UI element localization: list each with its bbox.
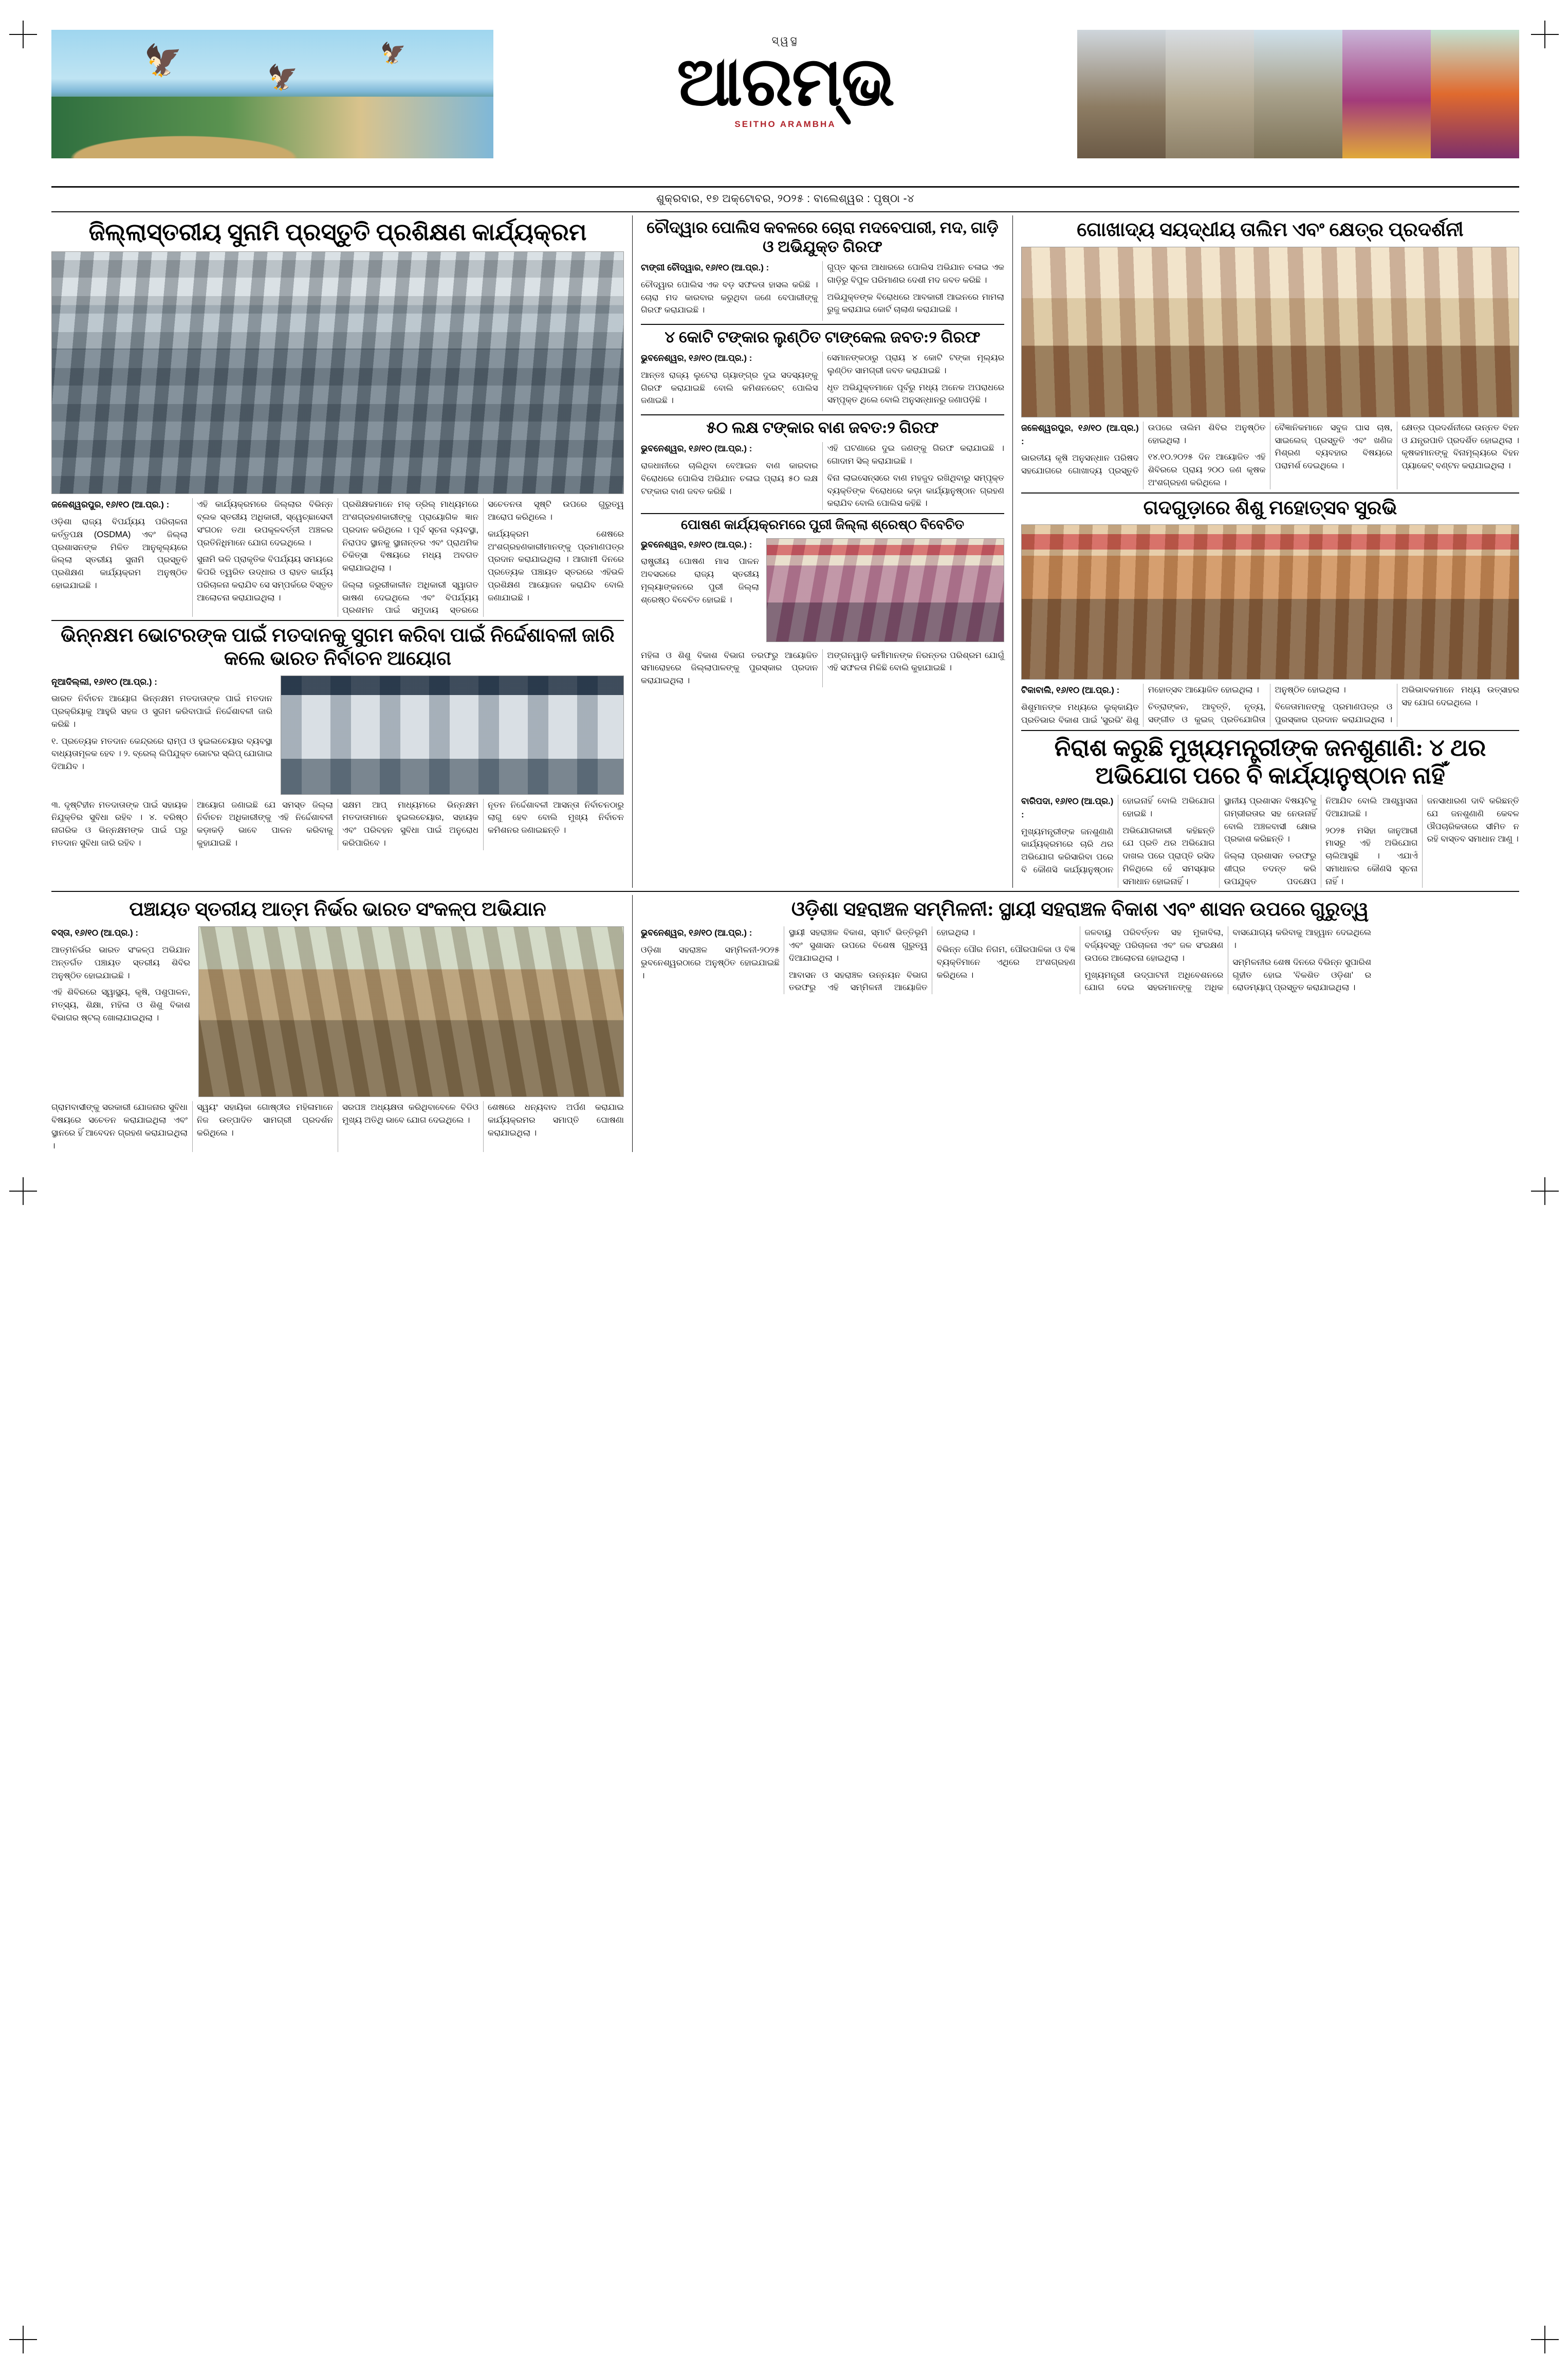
jagannath-temple-photo	[1166, 30, 1254, 158]
paragraph: ବିନା ଲାଇସେନ୍ସରେ ବାଣ ମହଜୁଦ ରଖିଥିବାରୁ ସମ୍ପୃକ୍ତ ବ୍ୟକ୍ତିଙ୍କ ବିରୋଧରେ କଡ଼ା କାର୍ଯ୍ୟାନୁଷ୍ଠାନ ଗ୍ରହଣ କରାଯିବ ବୋଲି ପୋଲିସ କହିଛି ।	[827, 473, 1004, 508]
divider	[641, 324, 1004, 325]
dateline: ବସ୍ତା, ୧୬/୧୦ (ଆ.ପ୍ର.) :	[51, 928, 138, 938]
paragraph: ଚୌଦ୍ୱାର ପୋଲିସ ଏକ ବଡ଼ ସଫଳତା ହାସଲ କରିଛି । ଚୋରା ମଦ କାରବାର କରୁଥିବା ଜଣେ ବେପାରୀଙ୍କୁ ଗିରଫ କରାଯାଇଛି ।	[641, 280, 818, 315]
paragraph: ଜିଲ୍ଲା ଜରୁରୀକାଳୀନ ଅଧିକାରୀ ସ୍ୱାଗତ ଭାଷଣ ଦେଇଥିଲେ ଏବଂ ବିପର୍ଯ୍ୟୟ ପ୍ରଶମନ ପାଇଁ ସମୁଦାୟ ସ୍ତରରେ ସଚେତନତା ସୃଷ୍ଟି ଉପରେ ଗୁରୁତ୍ୱ ଆରୋପ କରିଥିଲେ ।	[342, 500, 624, 615]
paragraph: ଆତ୍ମନିର୍ଭର ଭାରତ ସଂକଳ୍ପ ଅଭିଯାନ ଅନ୍ତର୍ଗତ ପଞ୍ଚାୟତ ସ୍ତରୀୟ ଶିବିର ଅନୁଷ୍ଠିତ ହୋଇଯାଇଛି ।	[51, 945, 190, 980]
award-ceremony-photo	[766, 538, 1004, 642]
dateline: ବାରିପଦା, ୧୬/୧୦ (ଆ.ପ୍ର.) :	[1021, 796, 1114, 819]
paragraph: ମହିଳା ଓ ଶିଶୁ ବିକାଶ ବିଭାଗ ତରଫରୁ ଆୟୋଜିତ ସମାରୋହରେ ଜିଲ୍ଲାପାଳଙ୍କୁ ପୁରସ୍କାର ପ୍ରଦାନ କରାଯାଇଥିଲା ।	[641, 650, 818, 686]
divider	[641, 513, 1004, 514]
nutrition-photo-wrap	[766, 538, 1004, 646]
dateline: ଜଳେଶ୍ୱରପୁର, ୧୬/୧୦ (ଆ.ପ୍ର.) :	[1021, 423, 1139, 446]
crop-mark-mid-left	[9, 1177, 37, 1205]
tsunami-article-body	[51, 498, 624, 617]
page-title-bhinnakhyama: ଭିନ୍ନକ୍ଷମ ଭୋଟରଙ୍କ ପାଇଁ ମତଦାନକୁ ସୁଗମ କରିବା ପାଇଁ ନିର୍ଦ୍ଦେଶାବଳୀ ଜାରି କଲେ ଭାରତ ନିର୍ବାଚନ ଆୟୋଗ	[61, 625, 615, 669]
paragraph: ବିଜେତାମାନଙ୍କୁ ପ୍ରମାଣପତ୍ର ଓ ପୁରସ୍କାର ପ୍ରଦାନ କରାଯାଇଥିଲା । ଅଭିଭାବକମାନେ ମଧ୍ୟ ଉତ୍ସାହର ସହ ଯୋଗ ଦେଇଥିଲେ ।	[1275, 685, 1519, 724]
page-title-nutrition: ପୋଷଣ କାର୍ଯ୍ୟକ୍ରମରେ ପୁରୀ ଜିଲ୍ଲା ଶ୍ରେଷ୍ଠ ବିବେଚିତ	[680, 517, 965, 533]
paragraph: ସ୍ୱୟଂ ସହାୟିକା ଗୋଷ୍ଠୀର ମହିଳାମାନେ ନିଜ ଉତ୍ପାଦିତ ସାମଗ୍ରୀ ପ୍ରଦର୍ଶନ କରିଥିଲେ ।	[197, 1103, 333, 1138]
photo-banner	[767, 545, 1004, 555]
paragraph: ସରପଞ୍ଚ ଅଧ୍ୟକ୍ଷତା କରିଥିବାବେଳେ ବିଡିଓ ମୁଖ୍ୟ ଅତିଥି ଭାବେ ଯୋଗ ଦେଇଥିଲେ ।	[342, 1103, 478, 1125]
bhinnakhyama-photo-wrap	[281, 675, 624, 799]
divider	[51, 211, 1519, 212]
dateline: ଭୁବନେଶ୍ୱର, ୧୬/୧୦ (ଆ.ପ୍ର.) :	[641, 539, 752, 550]
page-title-odisha-summit: ଓଡ଼ିଶା ସହରାଞ୍ଚଳ ସମ୍ମିଳନୀ: ସ୍ଥାୟୀ ସହରାଞ୍ଚଳ ବିକାଶ ଏବଂ ଶାସନ ଉପରେ ଗୁରୁତ୍ୱ	[791, 899, 1369, 921]
paragraph: ମୁଖ୍ୟମନ୍ତ୍ରୀ ଉଦ୍‌ଘାଟନୀ ଅଧିବେଶନରେ ଯୋଗ ଦେଇ ସହରମାନଙ୍କୁ ଅଧିକ ବାସଯୋଗ୍ୟ କରିବାକୁ ଆହ୍ୱାନ ଦେଇଥିଲେ ।	[1084, 928, 1372, 993]
paragraph: ଏହି କାର୍ଯ୍ୟକ୍ରମରେ ଜିଲ୍ଲାର ବିଭିନ୍ନ ବ୍ଲକ ସ୍ତରୀୟ ଅଧିକାରୀ, ସ୍ୱେଚ୍ଛାସେବୀ ସଂଗଠନ ତଥା ଉପକୂଳବର୍ତ୍ତୀ ଅଞ୍ଚଳର ପ୍ରତିନିଧିମାନେ ଯୋଗ ଦେଇଥିଲେ ।	[197, 500, 333, 547]
paragraph: ରାଷ୍ଟ୍ରୀୟ ପୋଷଣ ମାସ ପାଳନ ଅବସରରେ ରାଜ୍ୟ ସ୍ତରୀୟ ମୂଲ୍ୟାଙ୍କନରେ ପୁରୀ ଜିଲ୍ଲା ଶ୍ରେଷ୍ଠ ବିବେଚିତ ହୋଇଛି ।	[641, 557, 759, 605]
page-title-gold: ୪ କୋଟି ଟଙ୍କାର ଲୁଣ୍ଠିତ ଟାଙ୍କେଲ ଜବତ:୨ ଗିରଫ	[665, 327, 981, 346]
page-sheet	[51, 30, 1519, 2343]
paragraph: ସକ୍ଷମ ଆପ୍ ମାଧ୍ୟମରେ ଭିନ୍ନକ୍ଷମ ମତଦାତାମାନେ ହୁଇଲଚେୟାର, ସହାୟକ ଏବଂ ପରିବହନ ସୁବିଧା ପାଇଁ ଅନୁରୋଧ କରିପାରିବେ ।	[342, 800, 478, 848]
crop-mark-top-right	[1531, 21, 1559, 48]
paragraph: ଶେଷରେ ଧନ୍ୟବାଦ ଅର୍ପଣ କରାଯାଇ କାର୍ଯ୍ୟକ୍ରମର ସମାପ୍ତି ଘୋଷଣା କରାଯାଇଥିଲା ।	[488, 1103, 624, 1138]
nutrition-text-left	[641, 538, 759, 646]
paragraph: ନୂତନ ନିର୍ଦ୍ଦେଶାବଳୀ ଆସନ୍ତା ନିର୍ବାଚନଠାରୁ ଲାଗୁ ହେବ ବୋଲି ମୁଖ୍ୟ ନିର୍ବାଚନ କମିଶନର ଜଣାଇଛନ୍ତି ।	[488, 800, 624, 835]
panchayat-lead	[51, 926, 624, 1101]
dateline: ଭୁବନେଶ୍ୱର, ୧୬/୧୦ (ଆ.ପ୍ର.) :	[641, 928, 752, 938]
paragraph: ଆୟୋଗ ଜଣାଇଛି ଯେ ସମସ୍ତ ଜିଲ୍ଲା ନିର୍ବାଚନ ଅଧିକାରୀଙ୍କୁ ଏହି ନିର୍ଦ୍ଦେଶାବଳୀ କଡ଼ାକଡ଼ି ଭାବେ ପାଳନ କରିବାକୁ କୁହାଯାଇଛି ।	[197, 800, 333, 848]
paragraph: ଏହି ଘଟଣାରେ ଦୁଇ ଜଣଙ୍କୁ ଗିରଫ କରାଯାଇଛି । ଗୋଦାମ ସିଲ୍ କରାଯାଇଛି ।	[827, 444, 1004, 466]
surabhi-article-body	[1021, 684, 1519, 726]
page-title-police: ଚୌଦ୍ୱାର ପୋଲିସ କବଳରେ ଚୋରା ମଦବେପାରୀ, ମଦ, ଗାଡ଼ି ଓ ଅଭିଯୁକ୍ତ ଗିରଫ	[647, 218, 999, 255]
dateline: ଜଳେଶ୍ୱରପୁର, ୧୬/୧୦ (ଆ.ପ୍ର.) :	[51, 500, 170, 510]
crop-mark-bottom-right	[1531, 2326, 1559, 2353]
summit-column	[632, 895, 1519, 1152]
gold-article-body	[641, 352, 1004, 411]
paragraph: ଏହି ଶିବିରରେ ସ୍ୱାସ୍ଥ୍ୟ, କୃଷି, ପଶୁପାଳନ, ମତ୍ସ୍ୟ, ଶିକ୍ଷା, ମହିଳା ଓ ଶିଶୁ ବିକାଶ ବିଭାଗର ଷ୍ଟଲ୍ ଖୋଲାଯାଇଥିଲା ।	[51, 988, 190, 1022]
dateline: ଟାଙ୍ଗୀ ଚୌଦ୍ୱାର, ୧୬/୧୦ (ଆ.ପ୍ର.) :	[641, 263, 769, 273]
paragraph: ଭାରତ ନିର୍ବାଚନ ଆୟୋଗ ଭିନ୍ନକ୍ଷମ ମତଦାତାଙ୍କ ପାଇଁ ମତଦାନ ପ୍ରକ୍ରିୟାକୁ ଆହୁରି ସହଜ ଓ ସୁଗମ କରିବାପାଇଁ ନିର୍ଦ୍ଦେଶାବଳୀ ଜାରି କରିଛି ।	[51, 694, 272, 729]
coastline-shape	[51, 97, 493, 158]
paragraph: ୨୦୨୫ ମସିହା ଜାନୁଆରୀ ମାସରୁ ଏହି ଅଭିଯୋଗ ଚାଲିଆସୁଛି । ଏଯାଏଁ ସମାଧାନର କୌଣସି ସୂଚନା ନାହିଁ ।	[1325, 826, 1418, 886]
page-title-mukhyamantri: ନିରାଶ କରୁଛି ମୁଖ୍ୟମନ୍ତ୍ରୀଙ୍କ ଜନଶୁଣାଣି: ୪ ଥର ଅଭିଯୋଗ ପରେ ବି କାର୍ଯ୍ୟାନୁଷ୍ଠାନ ନାହିଁ	[1054, 734, 1486, 789]
village-meeting-photo	[198, 926, 624, 1097]
paragraph: ଚିତ୍ରାଙ୍କନ, ଆବୃତ୍ତି, ନୃତ୍ୟ, ସଙ୍ଗୀତ ଓ କୁଇଜ୍ ପ୍ରତିଯୋଗିତା ଅନୁଷ୍ଠିତ ହୋଇଥିଲା ।	[1148, 685, 1346, 724]
photo-banner	[1022, 534, 1519, 550]
paragraph: ଜିଲ୍ଲା ପ୍ରଶାସନ ତରଫରୁ ଶୀଘ୍ର ତଦନ୍ତ କରି ଉପଯୁକ୍ତ ପଦକ୍ଷେପ ନିଆଯିବ ବୋଲି ଆଶ୍ୱାସନା ଦିଆଯାଇଛି ।	[1224, 796, 1418, 886]
bhinnakhyama-article	[51, 675, 624, 799]
police-article-body	[641, 261, 1004, 321]
child-festival-photo	[1021, 524, 1519, 680]
masthead-title-block	[493, 30, 1077, 184]
panchayat-text-left	[51, 926, 190, 1101]
divider	[1021, 730, 1519, 731]
middle-column-group	[632, 215, 1012, 888]
bhinnakhyama-article-body	[51, 799, 624, 851]
paragraph: ଧୃତ ଅଭିଯୁକ୍ତମାନେ ପୂର୍ବରୁ ମଧ୍ୟ ଅନେକ ଅପରାଧରେ ସମ୍ପୃକ୍ତ ଥିଲେ ବୋଲି ଅନୁସନ୍ଧାନରୁ ଜଣାପଡ଼ିଛି ।	[827, 382, 1004, 405]
paragraph: କ୍ଷେତ୍ର ପ୍ରଦର୍ଶନୀରେ ଉନ୍ନତ ବିହନ ଓ ଯନ୍ତ୍ରପାତି ପ୍ରଦର୍ଶିତ ହୋଇଥିଲା । କୃଷକମାନଙ୍କୁ ବିନାମୂଲ୍ୟରେ ବିହନ ପ୍ୟାକେଟ୍ ବଣ୍ଟନ କରାଯାଇଥିଲା ।	[1401, 423, 1519, 471]
paragraph: ଜଳବାୟୁ ପରିବର୍ତ୍ତନ ସହ ମୁକାବିଲା, ବର୍ଜ୍ୟବସ୍ତୁ ପରିଚାଳନା ଏବଂ ଜଳ ସଂରକ୍ଷଣ ଉପରେ ଆଲୋଚନା ହୋଇଥିଲା ।	[1084, 928, 1224, 963]
masthead	[51, 30, 1519, 188]
paragraph: ୩. ଦୃଷ୍ଟିହୀନ ମତଦାତାଙ୍କ ପାଇଁ ସହାୟକ ନିଯୁକ୍ତିର ସୁବିଧା ରହିବ । ୪. ବରିଷ୍ଠ ନାଗରିକ ଓ ଭିନ୍ନକ୍ଷମଙ୍କ ପାଇଁ ଘରୁ ମତଦାନ ସୁବିଧା ଜାରି ରହିବ ।	[51, 800, 188, 848]
left-column-group	[51, 215, 632, 888]
bird-icon: 🦅	[144, 43, 182, 78]
paragraph: ଓଡ଼ିଶା ସହରାଞ୍ଚଳ ସମ୍ମିଳନୀ-୨୦୨୫ ଭୁବନେଶ୍ୱରଠାରେ ଅନୁଷ୍ଠିତ ହୋଇଯାଇଛି ।	[641, 945, 780, 980]
temple-dance-photo-strip	[1077, 30, 1519, 158]
konark-temple-photo	[1254, 30, 1342, 158]
crop-mark-top-left	[9, 21, 37, 48]
dateline: ନୂଆଦିଲ୍ଲୀ, ୧୬/୧୦ (ଆ.ପ୍ର.) :	[51, 677, 157, 687]
divider	[51, 620, 624, 621]
paragraph: ସ୍ଥାନୀୟ ପ୍ରଶାସନ ବିଷୟଟିକୁ ଗମ୍ଭୀରତାର ସହ ନେଉନାହିଁ ବୋଲି ଅଞ୍ଚଳବାସୀ କ୍ଷୋଭ ପ୍ରକାଶ କରିଛନ୍ତି ।	[1224, 796, 1317, 844]
paragraph: ଭାରତୀୟ କୃଷି ଅନୁସନ୍ଧାନ ପରିଷଦ ସହଯୋଗରେ ଗୋଖାଦ୍ୟ ପ୍ରସ୍ତୁତି ଉପରେ ତାଲିମ ଶିବିର ଅନୁଷ୍ଠିତ ହୋଇଥିଲା ।	[1021, 423, 1266, 476]
coastline-birds-photo	[51, 30, 493, 158]
nutrition-lead	[641, 538, 1004, 646]
panchayat-photo-wrap	[198, 926, 624, 1101]
folk-dancer-photo	[1431, 30, 1519, 158]
paragraph: ଅଭିଯୋଗକାରୀ କହିଛନ୍ତି ଯେ ପ୍ରତି ଥର ଅଭିଯୋଗ ଦାଖଲ ପରେ ପ୍ରାପ୍ତି ରସିଦ ମିଳିଥିଲେ ହେଁ ସମସ୍ୟାର ସମାଧାନ ହୋଇନାହିଁ ।	[1122, 826, 1215, 886]
masthead-kicker: ସ୍ୱସ୍ଥ	[771, 35, 799, 46]
masthead-romanized: SEITHO ARAMBHA	[734, 119, 836, 129]
paragraph: ଆବାସନ ଓ ସହରାଞ୍ଚଳ ଉନ୍ନୟନ ବିଭାଗ ତରଫରୁ ଏହି ସମ୍ମିଳନୀ ଆୟୋଜିତ ହୋଇଥିଲା ।	[788, 928, 975, 993]
divider	[1021, 492, 1519, 494]
paragraph: ୧୪.୧୦.୨୦୨୫ ଦିନ ଆୟୋଜିତ ଏହି ଶିବିରରେ ପ୍ରାୟ ୨୦୦ ଜଣ କୃଷକ ଅଂଶଗ୍ରହଣ କରିଥିଲେ ।	[1148, 452, 1266, 487]
content-band-top	[51, 215, 1519, 888]
paragraph: ଶିଶୁମାନଙ୍କ ମଧ୍ୟରେ ଲୁକ୍କାୟିତ ପ୍ରତିଭାର ବିକାଶ ପାଇଁ 'ସୁରଭି' ଶିଶୁ ମହୋତ୍ସବ ଆୟୋଜିତ ହୋଇଥିଲା ।	[1021, 685, 1259, 725]
election-commission-photo	[281, 675, 624, 795]
paragraph: ବିଭିନ୍ନ ପୌର ନିଗମ, ପୌରପାଳିକା ଓ ବିଜ୍ଞ ବ୍ୟକ୍ତିମାନେ ଏଥିରେ ଅଂଶଗ୍ରହଣ କରିଥିଲେ ।	[936, 945, 1076, 980]
paragraph: ମୁଖ୍ୟମନ୍ତ୍ରୀଙ୍କ ଜନଶୁଣାଣି କାର୍ଯ୍ୟକ୍ରମରେ ଚାରି ଥର ଅଭିଯୋଗ କରିସାରିବା ପରେ ବି କୌଣସି କାର୍ଯ୍ୟାନୁଷ୍ଠାନ ହୋଇନାହିଁ ବୋଲି ଅଭିଯୋଗ ହୋଇଛି ।	[1021, 796, 1215, 874]
dateline: ଭୁବନେଶ୍ୱର, ୧୬/୧୦ (ଆ.ପ୍ର.) :	[641, 353, 752, 363]
divider	[51, 891, 1519, 892]
paragraph: ସମ୍ମିଳନୀର ଶେଷ ଦିନରେ ବିଭିନ୍ନ ସୁପାରିଶ ଗୃହୀତ ହୋଇ 'ବିକଶିତ ଓଡ଼ିଶା' ର ରୋଡମ୍ୟାପ୍ ପ୍ରସ୍ତୁତ କରାଯାଇଥିଲା ।	[1232, 957, 1372, 993]
temple-photo	[1077, 30, 1166, 158]
paragraph: ଆନ୍ତଃ ରାଜ୍ୟ ଲୁଟେରା ଗ୍ୟାଙ୍ଗ୍‌ର ଦୁଇ ସଦସ୍ୟଙ୍କୁ ଗିରଫ କରାଯାଇଛି ବୋଲି କମିଶନରେଟ୍ ପୋଲିସ ଜଣାଇଛି ।	[641, 370, 818, 406]
paragraph: ସୁନାମି ଭଳି ପ୍ରାକୃତିକ ବିପର୍ଯ୍ୟୟ ସମୟରେ କିପରି ତ୍ୱରିତ ଉଦ୍ଧାର ଓ ରାହତ କାର୍ଯ୍ୟ ପରିଚାଳନା କରାଯିବ ସେ ସମ୍ପର୍କରେ ବିସ୍ତୃତ ଆଲୋଚନା କରାଯାଇଥିଲା ।	[197, 555, 333, 602]
paragraph: ଓଡ଼ିଶା ରାଜ୍ୟ ବିପର୍ଯ୍ୟୟ ପରିଚାଳନା କର୍ତ୍ତୃପକ୍ଷ (OSDMA) ଏବଂ ଜିଲ୍ଲା ପ୍ରଶାସନଙ୍କ ମିଳିତ ଆନୁକୂଲ୍ୟରେ ଜିଲ୍ଲା ସ୍ତରୀୟ ସୁନାମି ପ୍ରସ୍ତୁତି ପ୍ରଶିକ୍ଷଣ କାର୍ଯ୍ୟକ୍ରମ ଅନୁଷ୍ଠିତ ହୋଇଯାଇଛି ।	[51, 517, 188, 590]
paragraph: ରାଜଧାନୀରେ ଚାଲିଥିବା ବେଆଇନ ବାଣ କାରବାର ବିରୋଧରେ ପୋଲିସ ଅଭିଯାନ ଚଳାଇ ପ୍ରାୟ ୫୦ ଲକ୍ଷ ଟଙ୍କାର ବାଣ ଜବତ କରିଛି ।	[641, 461, 818, 496]
page-title-gokhadya: ଗୋଖାଦ୍ୟ ସୟଦ୍ଧୀୟ ତାଲିମ ଏବଂ କ୍ଷେତ୍ର ପ୍ରଦର୍ଶନୀ	[1077, 219, 1464, 241]
masthead-dateline: ଶୁକ୍ରବାର, ୧୭ ଅକ୍ଟୋବର, ୨୦୨୫ : ବାଲେଶ୍ୱର : ପୃଷ୍ଠା -୪	[656, 193, 915, 205]
gokhadya-article-body	[1021, 422, 1519, 489]
bird-icon: 🦅	[380, 42, 406, 65]
page-title-surabhi: ଗଦଗୁଡ଼ାରେ ଶିଶୁ ମହୋତ୍ସବ ସୁରଭି	[1143, 497, 1397, 519]
dateline: ଭୁବନେଶ୍ୱର, ୧୬/୧୦ (ଆ.ପ୍ର.) :	[641, 444, 752, 454]
paragraph: ପ୍ରଶିକ୍ଷକମାନେ ମକ୍ ଡ୍ରିଲ୍ ମାଧ୍ୟମରେ ଅଂଶଗ୍ରହଣକାରୀଙ୍କୁ ପ୍ରାୟୋଗିକ ଜ୍ଞାନ ପ୍ରଦାନ କରିଥିଲେ । ପୂର୍ବ ସୂଚନା ବ୍ୟବସ୍ଥା, ନିରାପଦ ସ୍ଥାନକୁ ସ୍ଥାନାନ୍ତର ଏବଂ ପ୍ରାଥମିକ ଚିକିତ୍ସା ବିଷୟରେ ମଧ୍ୟ ଅବଗତ କରାଯାଇଥିଲା ।	[342, 500, 478, 573]
mukhyamantri-article-body	[1021, 795, 1519, 888]
summit-article-body	[641, 926, 1519, 994]
paragraph: ଅଙ୍ଗନୱାଡ଼ି କର୍ମୀମାନଙ୍କ ନିରନ୍ତର ପରିଶ୍ରମ ଯୋଗୁଁ ଏହି ସଫଳତା ମିଳିଛି ବୋଲି କୁହାଯାଇଛି ।	[827, 650, 1004, 673]
right-column-group	[1012, 215, 1519, 888]
paragraph: ସ୍ଥାୟୀ ସହରାଞ୍ଚଳ ବିକାଶ, ସ୍ମାର୍ଟ ଭିତ୍ତିଭୂମି ଏବଂ ସୁଶାସନ ଉପରେ ବିଶେଷ ଗୁରୁତ୍ୱ ଦିଆଯାଇଥିଲା ।	[788, 928, 928, 963]
paragraph: ସେମାନଙ୍କଠାରୁ ପ୍ରାୟ ୪ କୋଟି ଟଙ୍କା ମୂଲ୍ୟର ଲୁଣ୍ଠିତ ସାମଗ୍ରୀ ଜବତ କରାଯାଇଛି ।	[827, 353, 1004, 375]
paragraph: ଗ୍ରାମବାସୀଙ୍କୁ ସରକାରୀ ଯୋଜନାର ସୁବିଧା ବିଷୟରେ ସଚେତନ କରାଯାଇଥିଲା ଏବଂ ସ୍ଥାନରେ ହିଁ ଆବେଦନ ଗ୍ରହଣ କରାଯାଇଥିଲା ।	[51, 1103, 188, 1151]
paragraph: ଜନସାଧାରଣ ଦାବି କରିଛନ୍ତି ଯେ ଜନଶୁଣାଣି କେବଳ ଔପଚାରିକତାରେ ସୀମିତ ନ ରହି ବାସ୍ତବ ସମାଧାନ ଆଣୁ ।	[1427, 796, 1519, 844]
paragraph: ଅଭିଯୁକ୍ତଙ୍କ ବିରୋଧରେ ଆବକାରୀ ଆଇନରେ ମାମଲା ରୁଜୁ କରାଯାଇ କୋର୍ଟ ଚାଲାଣ କରାଯାଇଛି ।	[827, 292, 1004, 315]
paragraph: ୧. ପ୍ରତ୍ୟେକ ମତଦାନ କେନ୍ଦ୍ରରେ ରାମ୍ପ ଓ ହୁଇଲଚେୟାର ବ୍ୟବସ୍ଥା ବାଧ୍ୟତାମୂଳକ ହେବ । ୨. ବ୍ରେଲ୍ ଲିପିଯୁକ୍ତ ଭୋଟର ସ୍ଲିପ୍ ଯୋଗାଇ ଦିଆଯିବ ।	[51, 736, 272, 772]
paragraph: ବୈଜ୍ଞାନିକମାନେ ସବୁଜ ଘାସ ଚାଷ, ସାଇଲେଜ୍ ପ୍ରସ୍ତୁତି ଏବଂ ଖଣିଜ ମିଶ୍ରଣ ବ୍ୟବହାର ବିଷୟରେ ପରାମର୍ଶ ଦେଇଥିଲେ ।	[1275, 423, 1393, 471]
crop-mark-mid-right	[1531, 1177, 1559, 1205]
training-hall-photo	[51, 251, 624, 494]
masthead-title: ଆରମ୍ଭ	[676, 44, 894, 120]
nutrition-article-body	[641, 649, 1004, 687]
panchayat-article-body	[51, 1101, 624, 1152]
page-title-panchayat: ପଞ୍ଚାୟତ ସ୍ତରୀୟ ଆତ୍ମ ନିର୍ଭର ଭାରତ ସଂକଳ୍ପ ଅଭିଯାନ	[129, 899, 546, 921]
arms-article-body	[641, 442, 1004, 510]
dateline: ଟିକାବାଲି, ୧୬/୧୦ (ଆ.ପ୍ର.) :	[1021, 685, 1120, 696]
content-band-bottom	[51, 895, 1519, 1152]
paragraph: ଗୁପ୍ତ ସୂଚନା ଆଧାରରେ ପୋଲିସ ଅଭିଯାନ ଚଳାଇ ଏକ ଗାଡ଼ିରୁ ବିପୁଳ ପରିମାଣର ଦେଶୀ ମଦ ଜବତ କରିଛି ।	[827, 263, 1004, 285]
panchayat-column	[51, 895, 632, 1152]
odissi-dancer-photo	[1342, 30, 1431, 158]
divider	[641, 414, 1004, 415]
crop-mark-bottom-left	[9, 2326, 37, 2353]
paragraph: କାର୍ଯ୍ୟକ୍ରମ ଶେଷରେ ଅଂଶଗ୍ରହଣକାରୀମାନଙ୍କୁ ପ୍ରମାଣପତ୍ର ପ୍ରଦାନ କରାଯାଇଥିଲା । ଆଗାମୀ ଦିନରେ ପ୍ରତ୍ୟେକ ପଞ୍ଚାୟତ ସ୍ତରରେ ଏହିଭଳି ପ୍ରଶିକ୍ଷଣ ଆୟୋଜନ କରାଯିବ ବୋଲି ଜଣାଯାଇଛି ।	[488, 529, 624, 602]
livestock-training-photo	[1021, 247, 1519, 417]
page-title-arms: ୫୦ ଲକ୍ଷ ଟଙ୍କାର ବାଣ ଜବତ:୨ ଗିରଫ	[706, 418, 939, 436]
bird-icon: 🦅	[267, 64, 298, 92]
bhinnakhyama-text-left	[51, 675, 272, 799]
page-title-tsunami: ଜିଲ୍ଲାସ୍ତରୀୟ ସୁନାମି ପ୍ରସ୍ତୁତି ପ୍ରଶିକ୍ଷଣ କାର୍ଯ୍ୟକ୍ରମ	[88, 219, 587, 245]
